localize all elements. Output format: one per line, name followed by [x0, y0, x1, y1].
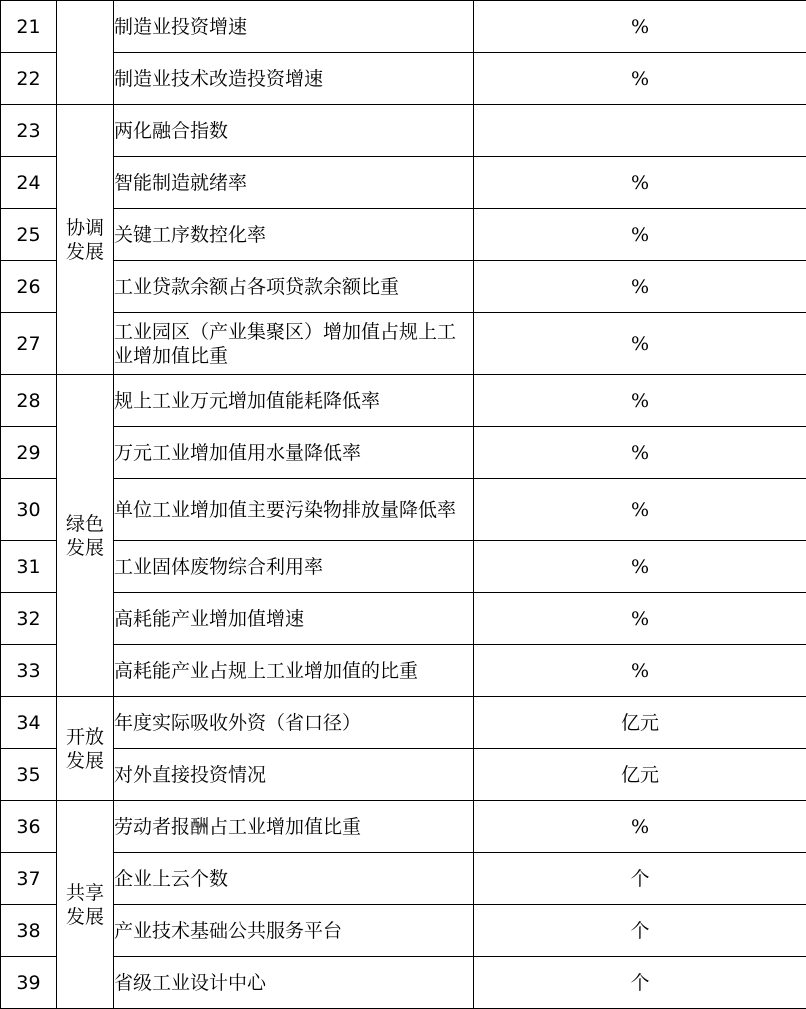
indicator-name: 年度实际吸收外资（省口径）: [114, 697, 474, 749]
row-number: 34: [1, 697, 57, 749]
indicator-name: 工业贷款余额占各项贷款余额比重: [114, 261, 474, 313]
table-row: [1, 905, 806, 957]
table-row: [1, 479, 806, 541]
indicator-unit: %: [474, 801, 806, 853]
table-row: [1, 427, 806, 479]
indicator-unit: 亿元: [474, 697, 806, 749]
table-row: [1, 261, 806, 313]
indicator-name: 工业园区（产业集聚区）增加值占规上工业增加值比重: [114, 313, 474, 375]
row-number: 28: [1, 375, 57, 427]
indicator-name: 关键工序数控化率: [114, 209, 474, 261]
indicator-unit: 个: [474, 905, 806, 957]
indicator-name: 对外直接投资情况: [114, 749, 474, 801]
row-number: 25: [1, 209, 57, 261]
indicator-name: 智能制造就绪率: [114, 157, 474, 209]
table-row: [1, 53, 806, 105]
indicator-name: 劳动者报酬占工业增加值比重: [114, 801, 474, 853]
table-row: [1, 375, 806, 427]
indicator-unit: 个: [474, 853, 806, 905]
row-number: 23: [1, 105, 57, 157]
category-label: 开放发展: [57, 697, 114, 801]
indicator-name: 制造业投资增速: [114, 1, 474, 53]
table-row: [1, 801, 806, 853]
indicator-unit: [474, 105, 806, 157]
indicator-unit: %: [474, 593, 806, 645]
indicator-unit: %: [474, 261, 806, 313]
indicator-unit: %: [474, 645, 806, 697]
table-row: [1, 1, 806, 53]
table-row: [1, 105, 806, 157]
indicator-name: 规上工业万元增加值能耗降低率: [114, 375, 474, 427]
table-row: [1, 157, 806, 209]
row-number: 30: [1, 479, 57, 541]
table-row: [1, 749, 806, 801]
indicator-unit: %: [474, 427, 806, 479]
indicator-name: 制造业技术改造投资增速: [114, 53, 474, 105]
indicator-unit: 个: [474, 957, 806, 1009]
table-row: [1, 957, 806, 1009]
category-label: 协调发展: [57, 105, 114, 375]
indicator-name: 工业固体废物综合利用率: [114, 541, 474, 593]
category-label: 绿色发展: [57, 375, 114, 697]
indicator-name: 省级工业设计中心: [114, 957, 474, 1009]
row-number: 36: [1, 801, 57, 853]
row-number: 29: [1, 427, 57, 479]
row-number: 21: [1, 1, 57, 53]
indicator-unit: %: [474, 479, 806, 541]
indicator-table-body: [1, 1, 806, 1009]
row-number: 33: [1, 645, 57, 697]
row-number: 31: [1, 541, 57, 593]
indicator-unit: %: [474, 157, 806, 209]
indicator-unit: 亿元: [474, 749, 806, 801]
row-number: 38: [1, 905, 57, 957]
table-row: [1, 853, 806, 905]
table-row: [1, 209, 806, 261]
indicator-unit: %: [474, 313, 806, 375]
row-number: 39: [1, 957, 57, 1009]
indicator-unit: %: [474, 53, 806, 105]
row-number: 26: [1, 261, 57, 313]
row-number: 22: [1, 53, 57, 105]
indicator-name: 万元工业增加值用水量降低率: [114, 427, 474, 479]
indicator-unit: %: [474, 375, 806, 427]
row-number: 35: [1, 749, 57, 801]
row-number: 27: [1, 313, 57, 375]
indicator-unit: %: [474, 209, 806, 261]
indicator-name: 两化融合指数: [114, 105, 474, 157]
indicator-name: 企业上云个数: [114, 853, 474, 905]
table-row: [1, 645, 806, 697]
row-number: 24: [1, 157, 57, 209]
row-number: 37: [1, 853, 57, 905]
indicator-name: 单位工业增加值主要污染物排放量降低率: [114, 479, 474, 541]
indicator-unit: %: [474, 541, 806, 593]
row-number: 32: [1, 593, 57, 645]
indicator-name: 高耗能产业占规上工业增加值的比重: [114, 645, 474, 697]
category-label: 共享发展: [57, 801, 114, 1009]
table-row: [1, 313, 806, 375]
indicator-name: 产业技术基础公共服务平台: [114, 905, 474, 957]
table-row: [1, 541, 806, 593]
table-row: [1, 697, 806, 749]
category-label: [57, 1, 114, 105]
indicator-name: 高耗能产业增加值增速: [114, 593, 474, 645]
table-row: [1, 593, 806, 645]
indicator-unit: %: [474, 1, 806, 53]
